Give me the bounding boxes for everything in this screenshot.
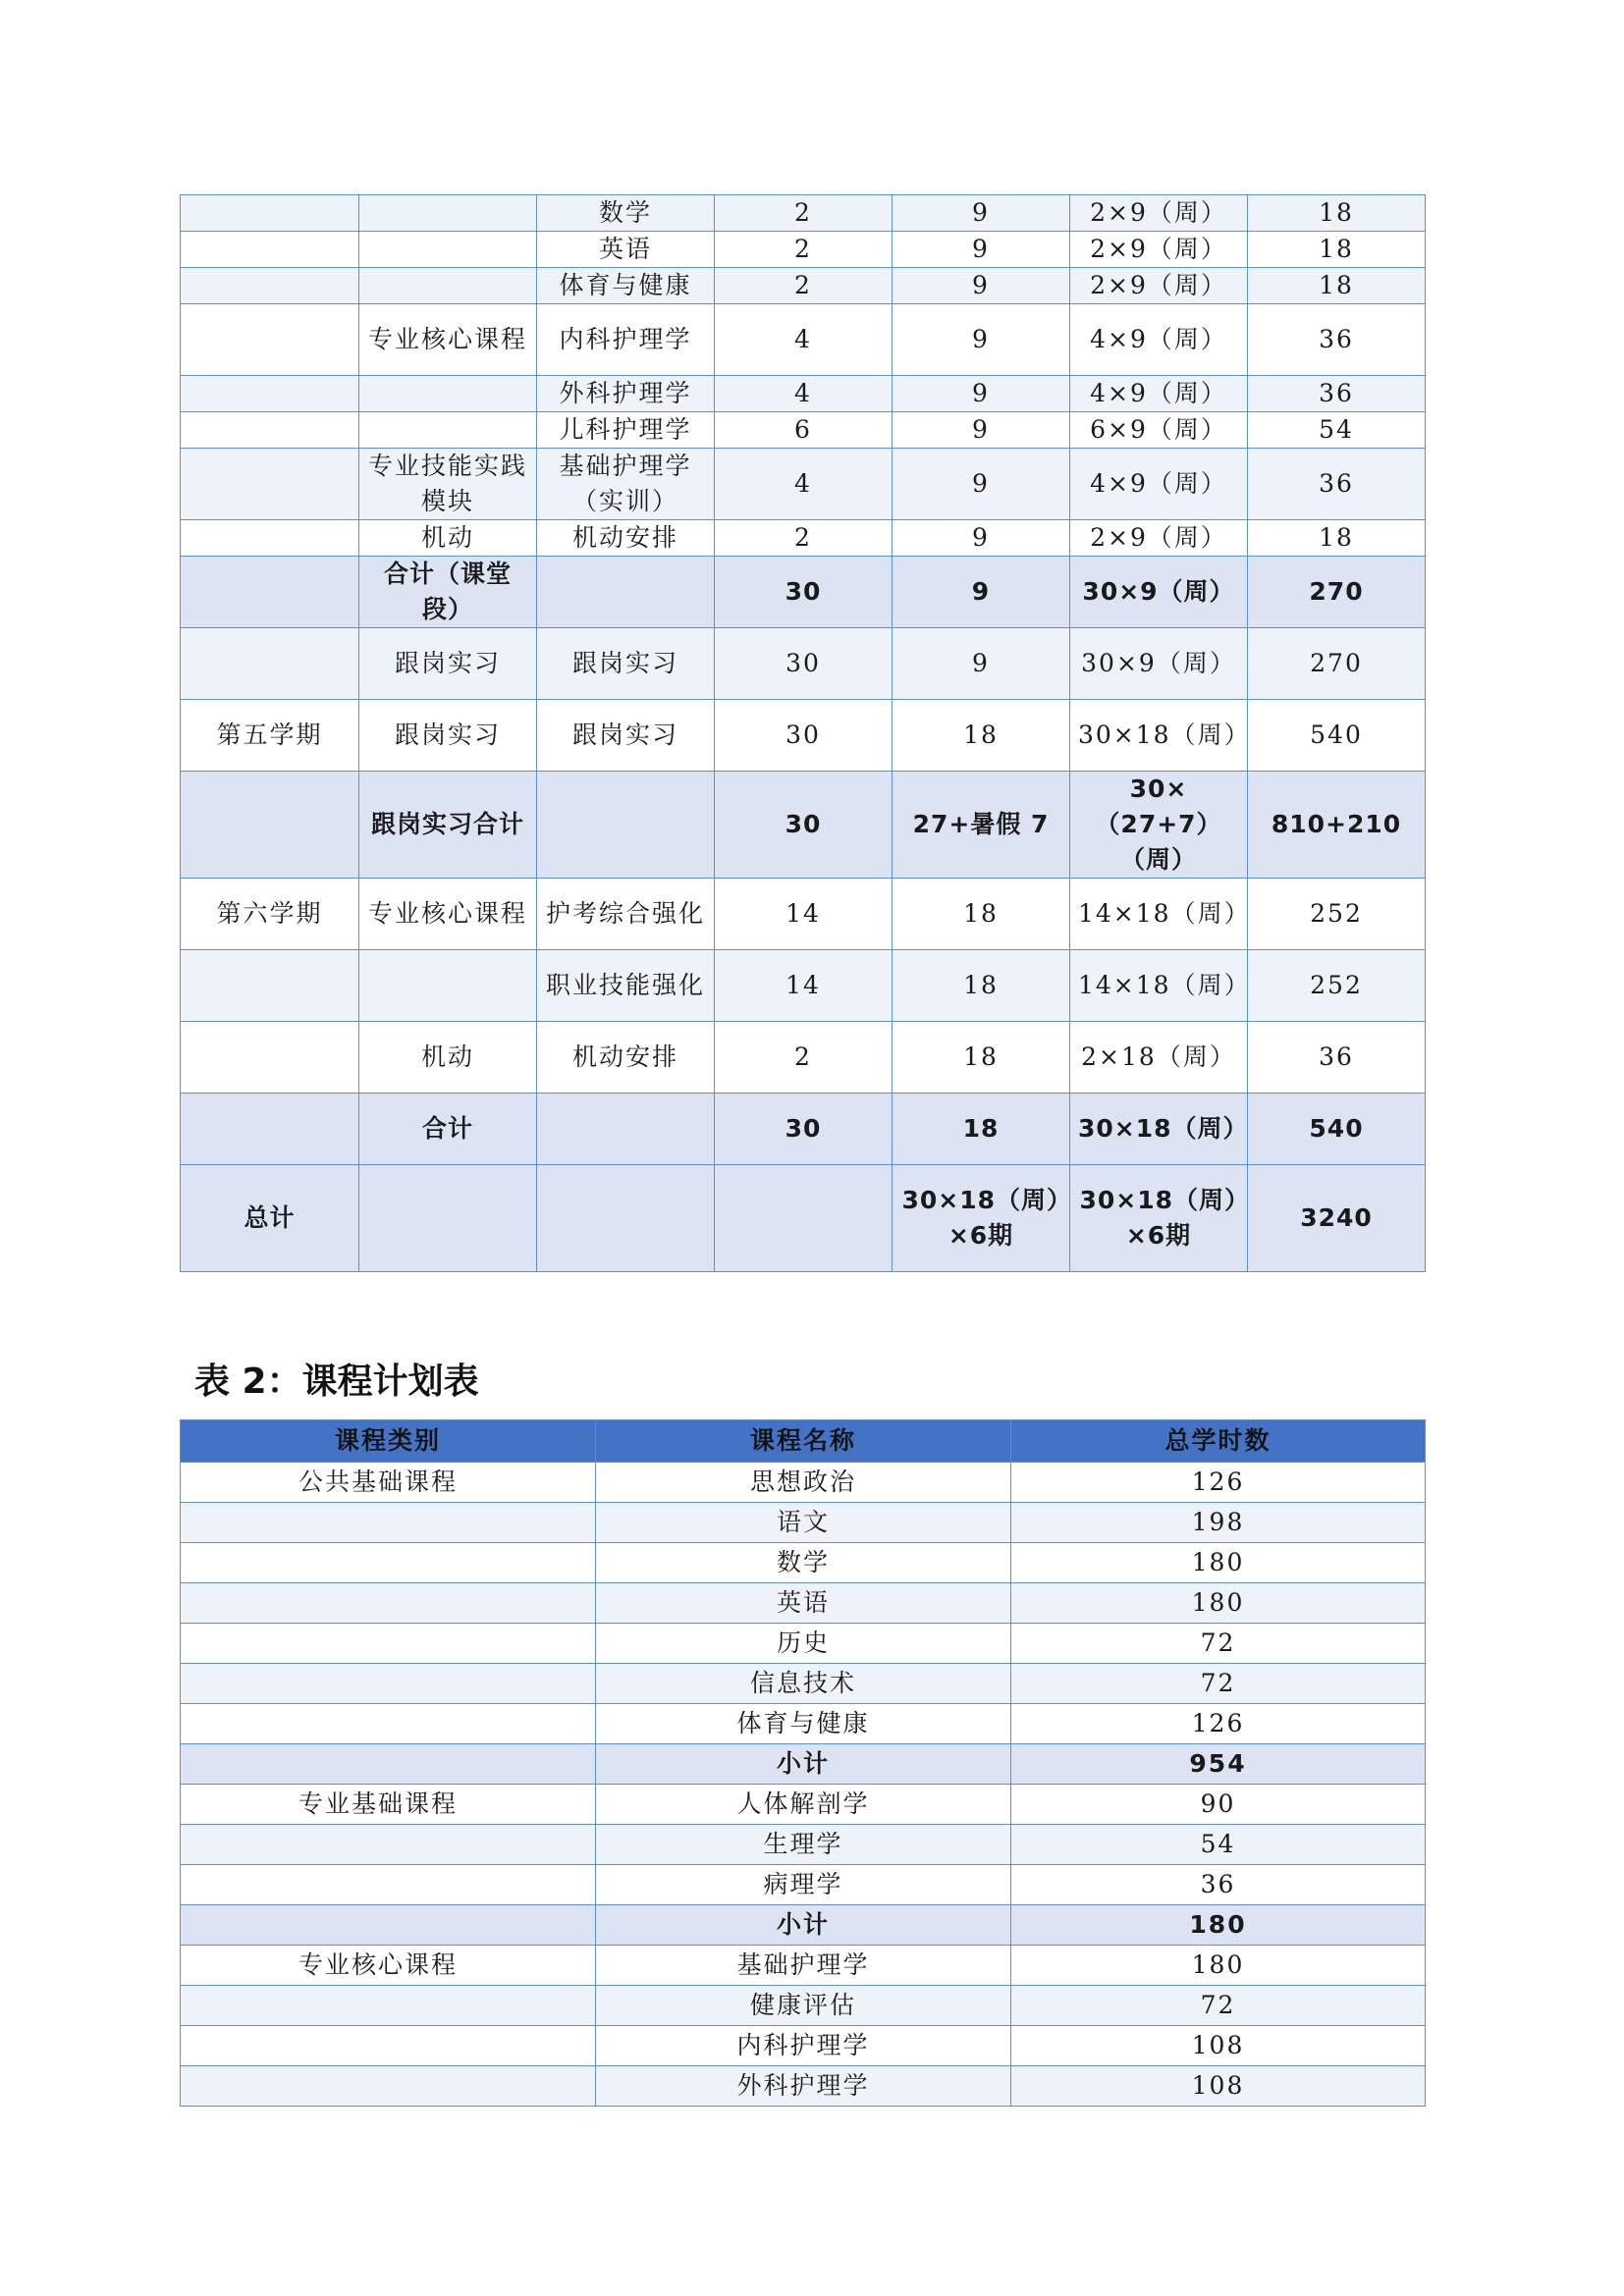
table-row xyxy=(181,1946,1426,1986)
course-name-cell: 小计 xyxy=(596,1905,1011,1946)
course-cell xyxy=(537,1094,715,1165)
table-row xyxy=(181,1865,1426,1905)
table-row xyxy=(181,1905,1426,1946)
weekly-hours-cell: 30 xyxy=(715,700,893,772)
table-row xyxy=(181,412,1426,449)
weekly-hours-cell: 30 xyxy=(715,557,893,628)
total-hours-cell: 36 xyxy=(1248,376,1426,412)
total-hours-cell: 198 xyxy=(1011,1503,1426,1543)
semester-cell xyxy=(181,412,359,449)
table-row xyxy=(181,1785,1426,1825)
total-hours-cell: 540 xyxy=(1248,1094,1426,1165)
table-row xyxy=(181,268,1426,304)
table-row xyxy=(181,1704,1426,1744)
weeks-cell: 9 xyxy=(893,449,1070,520)
total-hours-cell: 126 xyxy=(1011,1704,1426,1744)
weekly-hours-cell: 2 xyxy=(715,520,893,557)
total-hours-cell: 126 xyxy=(1011,1463,1426,1503)
weekly-hours-cell: 30 xyxy=(715,772,893,879)
semester-cell xyxy=(181,520,359,557)
total-hours-cell: 18 xyxy=(1248,195,1426,232)
semester-cell: 总计 xyxy=(181,1165,359,1272)
table-row xyxy=(181,1583,1426,1624)
column-header: 课程名称 xyxy=(596,1420,1011,1463)
total-hours-cell: 180 xyxy=(1011,1583,1426,1624)
category-cell xyxy=(181,1825,596,1865)
weeks-cell: 18 xyxy=(893,1094,1070,1165)
module-cell: 合计（课堂段） xyxy=(359,557,537,628)
total-hours-cell: 54 xyxy=(1011,1825,1426,1865)
table-row xyxy=(181,449,1426,520)
total-hours-cell: 36 xyxy=(1248,304,1426,376)
course-name-cell: 数学 xyxy=(596,1543,1011,1583)
weeks-cell: 9 xyxy=(893,628,1070,700)
formula-cell: 6×9（周） xyxy=(1070,412,1248,449)
semester-cell xyxy=(181,772,359,879)
total-hours-cell: 36 xyxy=(1248,449,1426,520)
semester-cell xyxy=(181,628,359,700)
formula-cell: 30×（27+7）（周） xyxy=(1070,772,1248,879)
semester-cell xyxy=(181,304,359,376)
total-hours-cell: 954 xyxy=(1011,1744,1426,1785)
semester-cell xyxy=(181,557,359,628)
weekly-hours-cell: 14 xyxy=(715,879,893,950)
course-cell xyxy=(537,772,715,879)
course-cell xyxy=(537,557,715,628)
course-name-cell: 健康评估 xyxy=(596,1986,1011,2026)
weeks-cell: 9 xyxy=(893,195,1070,232)
total-hours-cell: 252 xyxy=(1248,879,1426,950)
table-row xyxy=(181,1503,1426,1543)
weekly-hours-cell: 2 xyxy=(715,1022,893,1094)
weeks-cell: 9 xyxy=(893,376,1070,412)
formula-cell: 30×18（周）×6期 xyxy=(1070,1165,1248,1272)
weekly-hours-cell: 4 xyxy=(715,449,893,520)
table-row xyxy=(181,2066,1426,2107)
total-hours-cell: 18 xyxy=(1248,232,1426,268)
category-cell xyxy=(181,1865,596,1905)
table-row xyxy=(181,195,1426,232)
table-row xyxy=(181,1543,1426,1583)
category-cell xyxy=(181,1624,596,1664)
table-row xyxy=(181,879,1426,950)
weeks-cell: 18 xyxy=(893,879,1070,950)
course-name-cell: 基础护理学 xyxy=(596,1946,1011,1986)
formula-cell: 2×9（周） xyxy=(1070,195,1248,232)
category-cell xyxy=(181,1744,596,1785)
course-cell: 基础护理学（实训） xyxy=(537,449,715,520)
total-hours-cell: 810+210 xyxy=(1248,772,1426,879)
module-cell xyxy=(359,950,537,1022)
module-cell: 专业核心课程 xyxy=(359,879,537,950)
course-name-cell: 病理学 xyxy=(596,1865,1011,1905)
weekly-hours-cell: 6 xyxy=(715,412,893,449)
total-hours-cell: 18 xyxy=(1248,268,1426,304)
semester-cell xyxy=(181,232,359,268)
weekly-hours-cell: 2 xyxy=(715,268,893,304)
formula-cell: 2×9（周） xyxy=(1070,232,1248,268)
weekly-hours-body xyxy=(181,195,1426,1272)
total-hours-cell: 270 xyxy=(1248,557,1426,628)
formula-cell: 14×18（周） xyxy=(1070,879,1248,950)
formula-cell: 2×9（周） xyxy=(1070,520,1248,557)
category-cell xyxy=(181,2066,596,2107)
table-row xyxy=(181,232,1426,268)
formula-cell: 14×18（周） xyxy=(1070,950,1248,1022)
table-row xyxy=(181,1624,1426,1664)
table-header-row xyxy=(181,1420,1426,1463)
course-name-cell: 小计 xyxy=(596,1744,1011,1785)
weeks-cell: 9 xyxy=(893,304,1070,376)
module-cell xyxy=(359,268,537,304)
column-header: 课程类别 xyxy=(181,1420,596,1463)
course-cell: 护考综合强化 xyxy=(537,879,715,950)
course-cell: 职业技能强化 xyxy=(537,950,715,1022)
total-hours-cell: 108 xyxy=(1011,2026,1426,2066)
course-name-cell: 语文 xyxy=(596,1503,1011,1543)
total-hours-cell: 72 xyxy=(1011,1664,1426,1704)
course-name-cell: 信息技术 xyxy=(596,1664,1011,1704)
table-row xyxy=(181,628,1426,700)
course-plan-body xyxy=(181,1420,1426,2107)
weekly-hours-cell: 30 xyxy=(715,628,893,700)
category-cell: 公共基础课程 xyxy=(181,1463,596,1503)
total-hours-cell: 180 xyxy=(1011,1905,1426,1946)
category-cell xyxy=(181,1583,596,1624)
formula-cell: 30×9（周） xyxy=(1070,557,1248,628)
course-name-cell: 英语 xyxy=(596,1583,1011,1624)
course-cell: 体育与健康 xyxy=(537,268,715,304)
semester-cell xyxy=(181,1094,359,1165)
total-hours-cell: 3240 xyxy=(1248,1165,1426,1272)
weekly-hours-cell: 30 xyxy=(715,1094,893,1165)
weeks-cell: 9 xyxy=(893,232,1070,268)
module-cell: 跟岗实习 xyxy=(359,628,537,700)
course-name-cell: 生理学 xyxy=(596,1825,1011,1865)
course-cell xyxy=(537,1165,715,1272)
category-cell xyxy=(181,1503,596,1543)
course-cell: 儿科护理学 xyxy=(537,412,715,449)
table-row xyxy=(181,1022,1426,1094)
total-hours-cell: 72 xyxy=(1011,1986,1426,2026)
category-cell xyxy=(181,1664,596,1704)
weeks-cell: 9 xyxy=(893,520,1070,557)
total-hours-cell: 540 xyxy=(1248,700,1426,772)
formula-cell: 4×9（周） xyxy=(1070,449,1248,520)
table-row xyxy=(181,950,1426,1022)
category-cell: 专业基础课程 xyxy=(181,1785,596,1825)
formula-cell: 30×9（周） xyxy=(1070,628,1248,700)
module-cell: 机动 xyxy=(359,520,537,557)
course-cell: 跟岗实习 xyxy=(537,628,715,700)
weekly-hours-cell xyxy=(715,1165,893,1272)
table-row xyxy=(181,520,1426,557)
table-row xyxy=(181,304,1426,376)
weekly-hours-cell: 14 xyxy=(715,950,893,1022)
formula-cell: 2×9（周） xyxy=(1070,268,1248,304)
module-cell xyxy=(359,412,537,449)
formula-cell: 30×18（周） xyxy=(1070,700,1248,772)
column-header: 总学时数 xyxy=(1011,1420,1426,1463)
table2-title: 表 2：课程计划表 xyxy=(194,1362,479,1402)
table-row xyxy=(181,1744,1426,1785)
table-row xyxy=(181,1986,1426,2026)
weekly-hours-table xyxy=(180,194,1426,1272)
total-hours-cell: 72 xyxy=(1011,1624,1426,1664)
total-hours-cell: 36 xyxy=(1248,1022,1426,1094)
semester-cell xyxy=(181,950,359,1022)
module-cell xyxy=(359,232,537,268)
course-name-cell: 体育与健康 xyxy=(596,1704,1011,1744)
formula-cell: 4×9（周） xyxy=(1070,304,1248,376)
total-hours-cell: 252 xyxy=(1248,950,1426,1022)
semester-cell xyxy=(181,1022,359,1094)
formula-cell: 30×18（周） xyxy=(1070,1094,1248,1165)
module-cell xyxy=(359,195,537,232)
course-cell: 英语 xyxy=(537,232,715,268)
weeks-cell: 30×18（周）×6期 xyxy=(893,1165,1070,1272)
semester-cell xyxy=(181,268,359,304)
weekly-hours-cell: 4 xyxy=(715,376,893,412)
course-cell: 内科护理学 xyxy=(537,304,715,376)
category-cell xyxy=(181,2026,596,2066)
total-hours-cell: 270 xyxy=(1248,628,1426,700)
semester-cell xyxy=(181,195,359,232)
total-hours-cell: 90 xyxy=(1011,1785,1426,1825)
formula-cell: 4×9（周） xyxy=(1070,376,1248,412)
module-cell: 跟岗实习 xyxy=(359,700,537,772)
category-cell: 专业核心课程 xyxy=(181,1946,596,1986)
total-hours-cell: 18 xyxy=(1248,520,1426,557)
category-cell xyxy=(181,1543,596,1583)
weeks-cell: 18 xyxy=(893,700,1070,772)
table-row xyxy=(181,1664,1426,1704)
course-name-cell: 思想政治 xyxy=(596,1463,1011,1503)
course-name-cell: 外科护理学 xyxy=(596,2066,1011,2107)
table-row xyxy=(181,1825,1426,1865)
weekly-hours-cell: 2 xyxy=(715,232,893,268)
course-cell: 机动安排 xyxy=(537,1022,715,1094)
total-hours-cell: 180 xyxy=(1011,1946,1426,1986)
module-cell: 机动 xyxy=(359,1022,537,1094)
semester-cell: 第六学期 xyxy=(181,879,359,950)
course-plan-table xyxy=(180,1419,1426,2107)
table-row xyxy=(181,2026,1426,2066)
weeks-cell: 27+暑假 7 xyxy=(893,772,1070,879)
table-row xyxy=(181,557,1426,628)
category-cell xyxy=(181,1905,596,1946)
module-cell: 合计 xyxy=(359,1094,537,1165)
course-name-cell: 内科护理学 xyxy=(596,2026,1011,2066)
course-cell: 跟岗实习 xyxy=(537,700,715,772)
category-cell xyxy=(181,1986,596,2026)
module-cell xyxy=(359,1165,537,1272)
category-cell xyxy=(181,1704,596,1744)
weeks-cell: 18 xyxy=(893,950,1070,1022)
semester-cell xyxy=(181,449,359,520)
table-row xyxy=(181,1165,1426,1272)
total-hours-cell: 180 xyxy=(1011,1543,1426,1583)
table-row xyxy=(181,772,1426,879)
formula-cell: 2×18（周） xyxy=(1070,1022,1248,1094)
course-cell: 机动安排 xyxy=(537,520,715,557)
module-cell: 专业技能实践模块 xyxy=(359,449,537,520)
weeks-cell: 9 xyxy=(893,412,1070,449)
weeks-cell: 9 xyxy=(893,557,1070,628)
module-cell: 跟岗实习合计 xyxy=(359,772,537,879)
total-hours-cell: 36 xyxy=(1011,1865,1426,1905)
weekly-hours-cell: 4 xyxy=(715,304,893,376)
table-row xyxy=(181,700,1426,772)
total-hours-cell: 108 xyxy=(1011,2066,1426,2107)
weeks-cell: 9 xyxy=(893,268,1070,304)
course-name-cell: 人体解剖学 xyxy=(596,1785,1011,1825)
total-hours-cell: 54 xyxy=(1248,412,1426,449)
weekly-hours-cell: 2 xyxy=(715,195,893,232)
table-row xyxy=(181,1094,1426,1165)
semester-cell xyxy=(181,376,359,412)
course-name-cell: 历史 xyxy=(596,1624,1011,1664)
module-cell: 专业核心课程 xyxy=(359,304,537,376)
table-row xyxy=(181,1463,1426,1503)
course-cell: 外科护理学 xyxy=(537,376,715,412)
semester-cell: 第五学期 xyxy=(181,700,359,772)
course-cell: 数学 xyxy=(537,195,715,232)
table-row xyxy=(181,376,1426,412)
module-cell xyxy=(359,376,537,412)
weeks-cell: 18 xyxy=(893,1022,1070,1094)
